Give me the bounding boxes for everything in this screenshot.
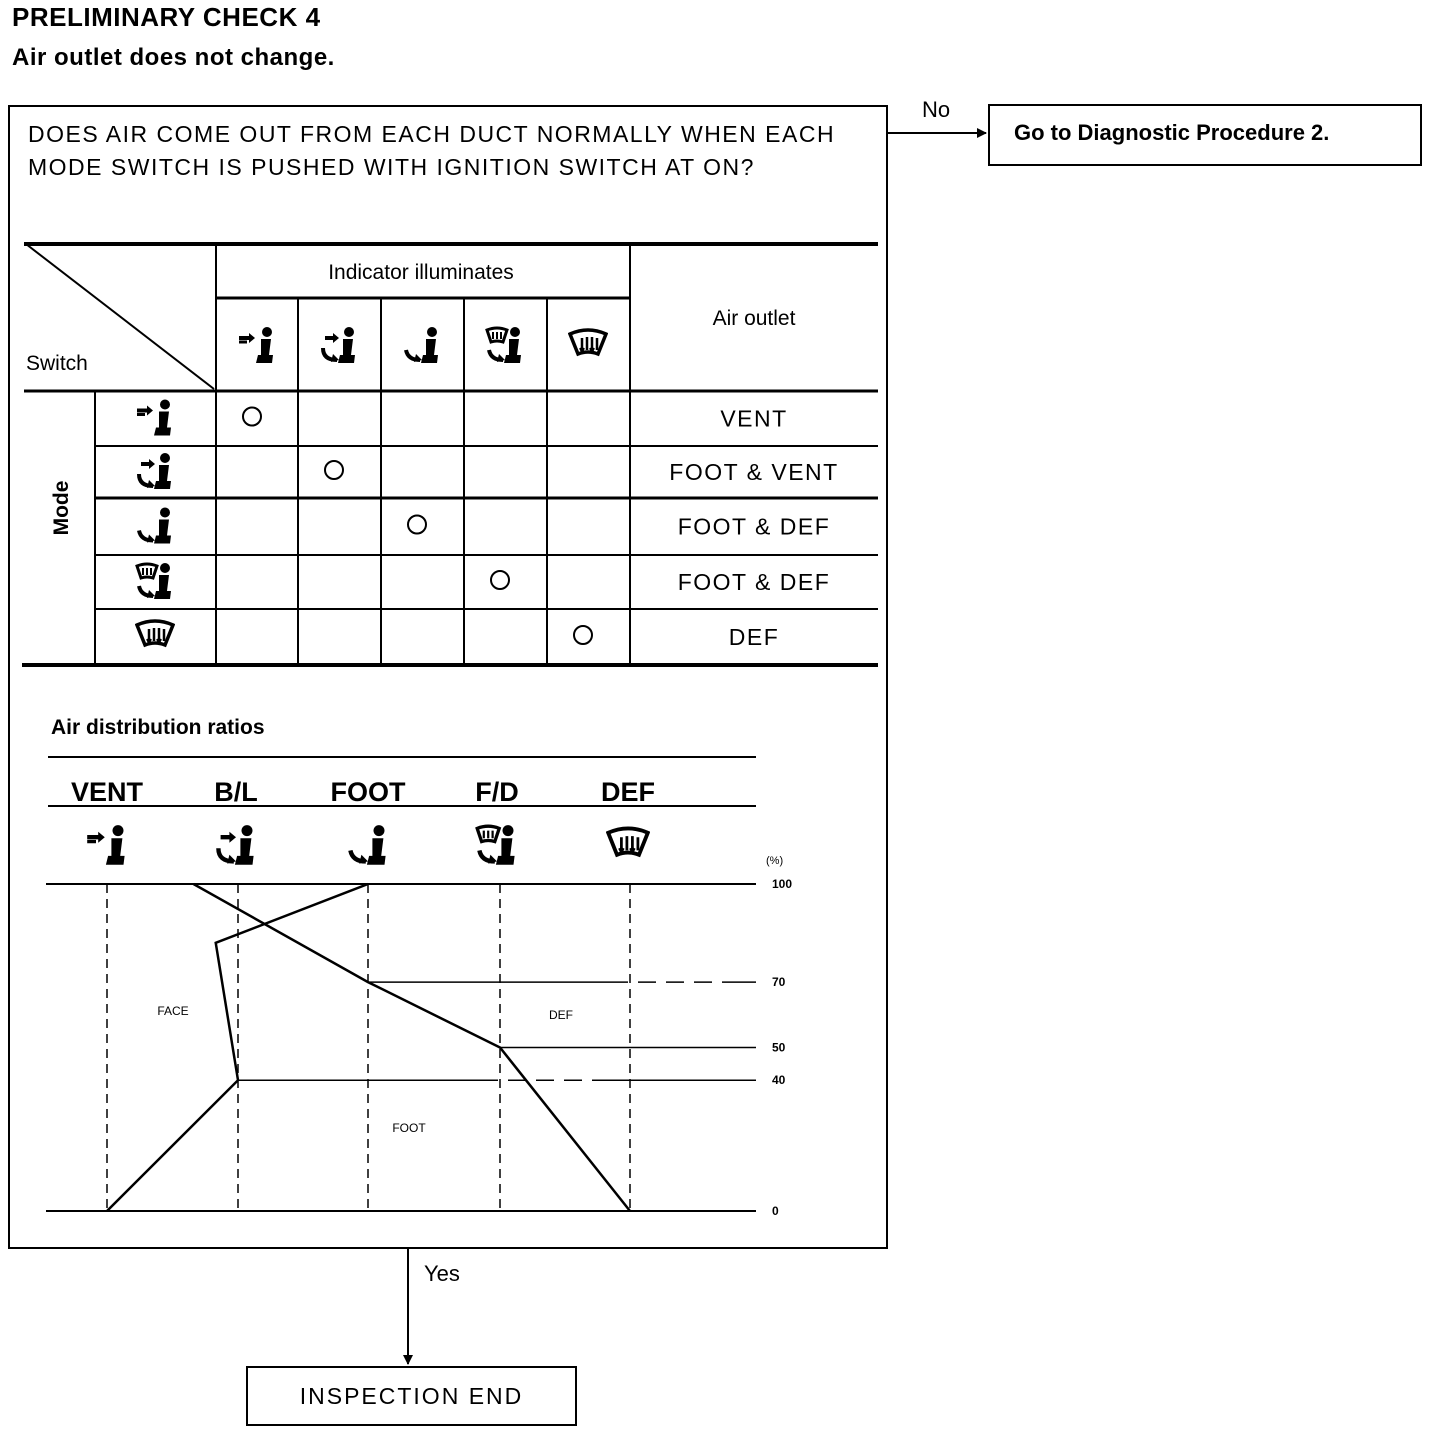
mode-label: FOOT bbox=[330, 777, 406, 807]
vent-icon bbox=[87, 825, 124, 865]
air-outlet-value: FOOT & DEF bbox=[677, 569, 831, 595]
region-label: DEF bbox=[549, 1008, 573, 1022]
def-icon bbox=[570, 330, 606, 354]
foot-def-icon bbox=[477, 825, 514, 865]
y-unit: (%) bbox=[766, 855, 784, 867]
indicator-mark bbox=[325, 461, 343, 479]
mode-label: B/L bbox=[214, 777, 258, 807]
air-outlet-value: FOOT & DEF bbox=[677, 513, 831, 540]
y-tick-label: 40 bbox=[772, 1073, 786, 1088]
page-title: PRELIMINARY CHECK 4 bbox=[12, 2, 321, 32]
no-branch-label: No bbox=[922, 97, 951, 122]
mode-label: DEF bbox=[601, 777, 655, 807]
foot-icon bbox=[350, 825, 385, 865]
indicator-mark bbox=[574, 626, 592, 644]
foot-def-icon bbox=[137, 563, 171, 599]
bilevel-icon bbox=[218, 825, 253, 865]
vent-icon bbox=[137, 400, 171, 436]
distribution-chart bbox=[46, 777, 792, 1218]
vent-icon bbox=[239, 327, 273, 363]
foot-def-icon bbox=[487, 327, 521, 363]
mode-label: F/D bbox=[475, 777, 519, 807]
page-subtitle: Air outlet does not change. bbox=[12, 44, 335, 71]
y-tick-label: 70 bbox=[772, 975, 786, 990]
foot-icon bbox=[406, 327, 438, 363]
indicator-mark bbox=[491, 571, 509, 589]
mode-label: VENT bbox=[70, 777, 144, 807]
indicator-mark bbox=[408, 516, 426, 534]
yes-branch-label: Yes bbox=[424, 1261, 460, 1286]
bilevel-icon bbox=[323, 327, 355, 363]
air-outlet-value: DEF bbox=[728, 624, 780, 650]
table-mode-label: Mode bbox=[50, 480, 73, 536]
y-tick-label: 100 bbox=[772, 877, 793, 891]
indicator-mark bbox=[243, 408, 261, 426]
def-icon bbox=[608, 828, 648, 854]
air-outlet-value: FOOT & VENT bbox=[669, 459, 839, 485]
def-icon bbox=[137, 621, 173, 645]
region-label: FOOT bbox=[392, 1121, 426, 1135]
check-question: DOES AIR COME OUT FROM EACH DUCT NORMALLY WHEN EACH MODE SWITCH IS PUSHED WITH IGNITION SWITCH AT ON? bbox=[28, 121, 836, 180]
y-tick-label: 50 bbox=[772, 1040, 786, 1055]
table-group-header: Indicator illuminates bbox=[328, 261, 514, 284]
table-dynamic bbox=[137, 327, 839, 650]
table-outlet-header: Air outlet bbox=[712, 307, 796, 330]
region-label: FACE bbox=[157, 1004, 189, 1018]
goto-procedure-box: Go to Diagnostic Procedure 2. bbox=[988, 104, 1422, 166]
y-tick-label: 0 bbox=[772, 1204, 779, 1218]
inspection-end-box: INSPECTION END bbox=[246, 1366, 577, 1426]
distribution-title: Air distribution ratios bbox=[51, 716, 265, 739]
air-outlet-value: VENT bbox=[720, 405, 788, 432]
bilevel-icon bbox=[139, 453, 171, 489]
foot-icon bbox=[139, 508, 171, 544]
table-corner-label: Switch bbox=[26, 352, 88, 375]
